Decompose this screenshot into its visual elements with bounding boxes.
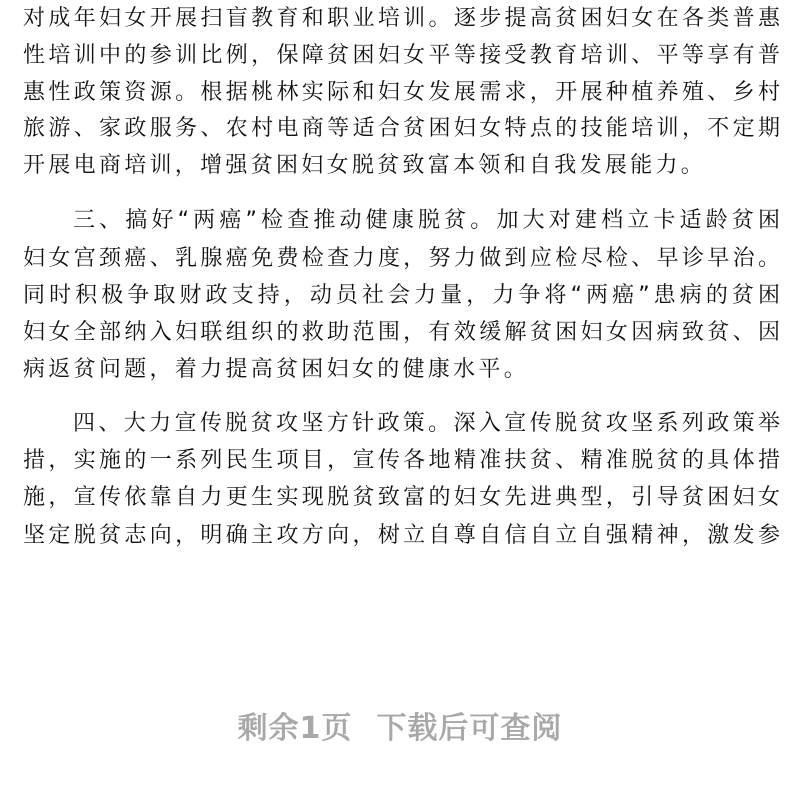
text-line: 病返贫问题，着力提高贫困妇女的健康水平。 bbox=[23, 357, 530, 382]
text-line: 对成年妇女开展扫盲教育和职业培训。逐步提高贫困妇女在各类普惠 bbox=[23, 6, 780, 31]
text-line: 坚定脱贫志向，明确主攻方向，树立自尊自信自立自强精神，激发参 bbox=[23, 523, 780, 548]
download-prompt[interactable] bbox=[0, 703, 800, 747]
remaining-pages-label: 剩余1页 bbox=[237, 711, 353, 746]
text-line: 妇女全部纳入妇联组织的救助范围，有效缓解贫困妇女因病致贫、因 bbox=[23, 320, 780, 345]
text-line: 同时积极争取财政支持，动员社会力量，力争将“两癌”患病的贫困 bbox=[23, 283, 780, 308]
text-line: 四、大力宣传脱贫攻坚方针政策。深入宣传脱贫攻坚系列政策举 bbox=[73, 411, 780, 436]
text-line: 旅游、家政服务、农村电商等适合贫困妇女特点的技能培训，不定期 bbox=[23, 116, 780, 141]
text-line: 三、搞好“两癌”检查推动健康脱贫。加大对建档立卡适龄贫困 bbox=[73, 208, 781, 233]
text-line: 措，实施的一系列民生项目，宣传各地精准扶贫、精准脱贫的具体措 bbox=[23, 448, 780, 473]
text-line: 性培训中的参训比例，保障贫困妇女平等接受教育培训、平等享有普 bbox=[23, 43, 780, 68]
text-line: 开展电商培训，增强贫困妇女脱贫致富本领和自我发展能力。 bbox=[23, 153, 707, 178]
text-line: 妇女宫颈癌、乳腺癌免费检查力度，努力做到应检尽检、早诊早治。 bbox=[23, 246, 780, 271]
text-line: 施，宣传依靠自力更生实现脱贫致富的妇女先进典型，引导贫困妇女 bbox=[23, 485, 780, 510]
text-line: 惠性政策资源。根据桃林实际和妇女发展需求，开展种植养殖、乡村 bbox=[23, 80, 780, 105]
download-to-view-label: 下载后可查阅 bbox=[376, 711, 563, 746]
